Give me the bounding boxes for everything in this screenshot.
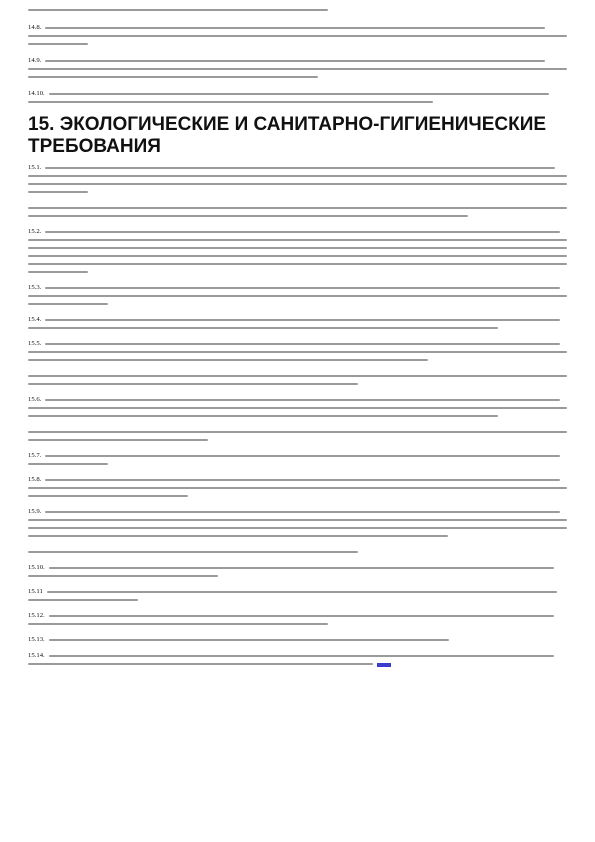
- clause-number: 14.10.: [28, 90, 45, 97]
- paragraph: [28, 548, 567, 556]
- paragraph: [28, 204, 567, 220]
- section-heading-line-1: 15. ЭКОЛОГИЧЕСКИЕ И САНИТАРНО-ГИГИЕНИЧЕСКИЕ: [28, 114, 547, 135]
- paragraph-14-8: [28, 24, 567, 48]
- clause-number: 14.8.: [28, 24, 42, 31]
- paragraph-15-5: [28, 340, 567, 364]
- paragraph-15-10: [28, 564, 567, 580]
- paragraph-15-4: [28, 316, 567, 332]
- paragraph-15-6: [28, 396, 567, 420]
- section-heading: [28, 114, 567, 158]
- paragraph-15-14: [28, 652, 567, 668]
- clause-number: 15.5.: [28, 340, 42, 347]
- section-heading-line-2: ТРЕБОВАНИЯ: [28, 136, 161, 157]
- clause-number: 15.1.: [28, 164, 42, 171]
- paragraph: [28, 428, 567, 444]
- clause-number: 15.4.: [28, 316, 42, 323]
- clause-number: 14.9.: [28, 57, 42, 64]
- clause-number: 15.3.: [28, 284, 42, 291]
- clause-links[interactable]: [377, 663, 391, 665]
- clause-number: 15.14.: [28, 652, 45, 659]
- paragraph-15-1: [28, 164, 567, 196]
- clause-number: 15.12.: [28, 612, 45, 619]
- clause-number: 15.11: [28, 588, 43, 595]
- paragraph-15-2: [28, 228, 567, 276]
- clause-number: 15.8.: [28, 476, 42, 483]
- paragraph-note: [28, 372, 567, 388]
- paragraph-15-13: [28, 636, 567, 644]
- clause-number: 15.9.: [28, 508, 42, 515]
- clause-number: 15.13.: [28, 636, 45, 643]
- paragraph-14-9: [28, 57, 567, 81]
- clause-number: 15.10.: [28, 564, 45, 571]
- paragraph-14-10: [28, 90, 567, 106]
- paragraph-15-12: [28, 612, 567, 628]
- clause-number: 15.6.: [28, 396, 42, 403]
- paragraph-15-11: [28, 588, 567, 604]
- paragraph-15-8: [28, 476, 567, 500]
- paragraph-15-3: [28, 284, 567, 308]
- paragraph-15-7: [28, 452, 567, 468]
- paragraph-15-9: [28, 508, 567, 540]
- clause-number: 15.2.: [28, 228, 42, 235]
- paragraph-continuation: [28, 6, 567, 14]
- clause-number: 15.7.: [28, 452, 42, 459]
